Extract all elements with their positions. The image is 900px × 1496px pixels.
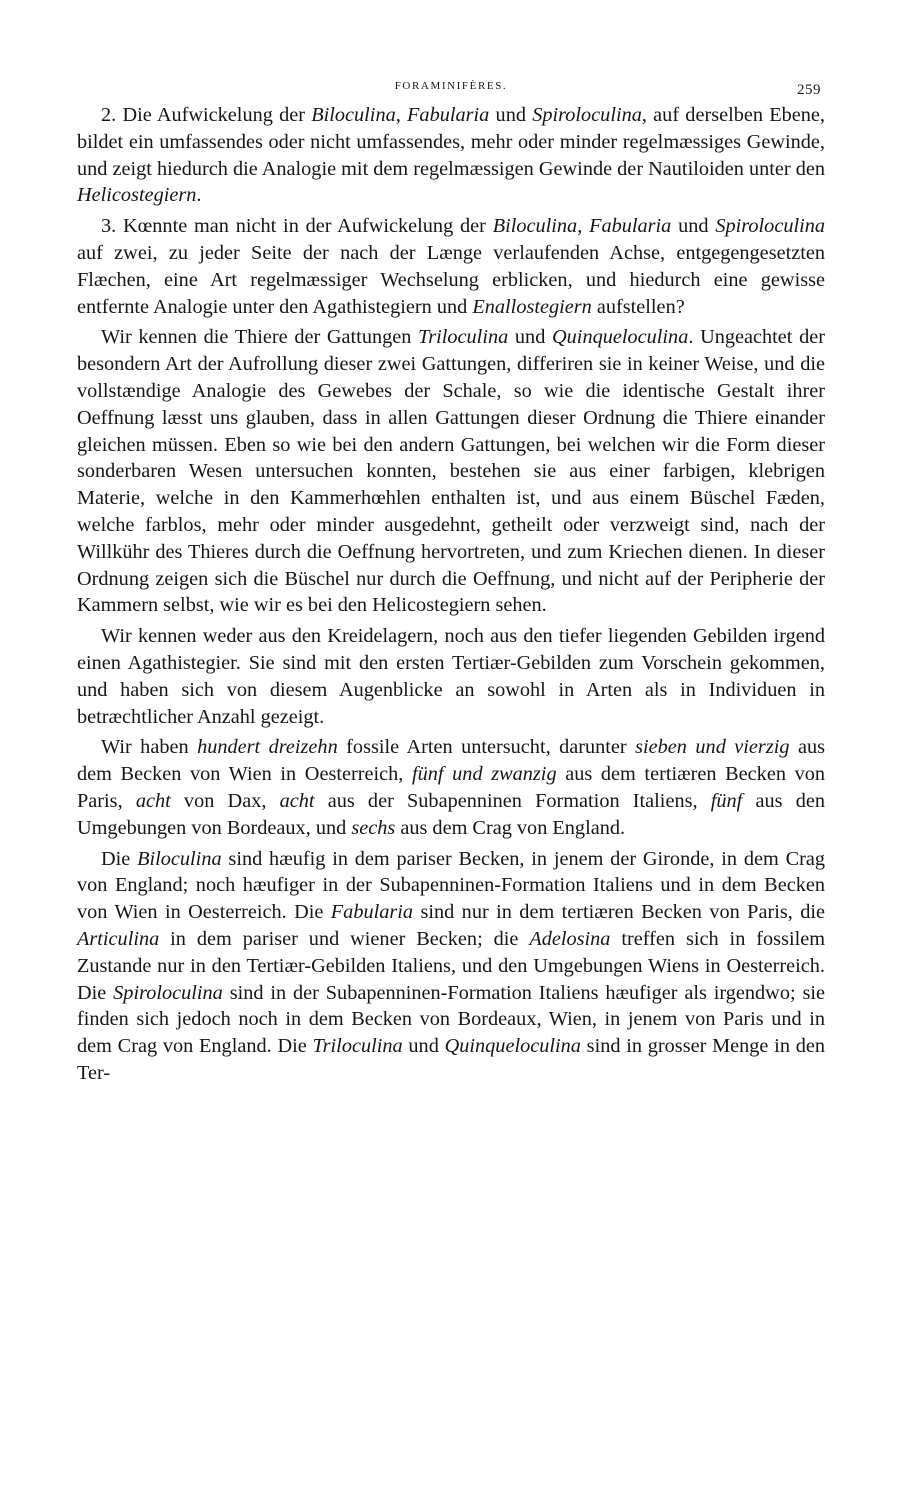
paragraph xyxy=(77,734,825,841)
paragraph xyxy=(77,846,825,1087)
italic-term: Biloculina xyxy=(137,847,222,870)
italic-term: Fabularia xyxy=(589,215,672,238)
italic-term: acht xyxy=(135,789,171,812)
text-run: sind in grosser Menge in den Ter- xyxy=(77,1035,825,1084)
text-run: aufstellen? xyxy=(591,295,685,318)
text-run: in dem pariser und wiener Becken; die xyxy=(159,927,530,950)
text-run: und xyxy=(402,1035,445,1058)
italic-term: Quinqueloculina xyxy=(444,1035,581,1058)
text-run: Wir haben xyxy=(101,736,198,759)
text-run: , xyxy=(395,104,408,126)
page-number: 259 xyxy=(797,82,821,98)
italic-term: hundert dreizehn xyxy=(197,736,338,759)
italic-term: Spiroloculina xyxy=(532,104,642,126)
paragraph xyxy=(77,324,825,619)
text-run: und xyxy=(671,215,716,238)
text-run: von Dax, xyxy=(170,789,280,812)
text-run: , xyxy=(577,215,590,238)
italic-term: sieben und vierzig xyxy=(635,736,790,759)
text-run: Wir kennen weder aus den Kreidelagern, noch aus den tiefer liegenden Gebilden irgend einen Agathistegier. Sie sind mit den ersten Tertiær-Gebilden zum Vorschein gekommen, und haben sich von diesem Augenblicke an sowohl in Arten als in Individuen in betræchtlicher Anzahl gezeigt. xyxy=(77,625,825,728)
text-run: . Ungeachtet der besondern Art der Aufrollung dieser zwei Gattungen, differiren sie in keiner Weise, und die vollstændige Analogie des Gewebes der Schale, so wie die identische Gestalt ihrer Oeffnung læsst uns glauben, dass in allen Gattungen dieser Ordnung die Thiere einander gleichen müssen. Eben so wie bei den andern Gattungen, bei welchen wir die Form dieser sonderbaren Wesen untersuchen konnten, bestehen sie aus einer farbigen, klebrigen Materie, welche in den Kammerhœhlen enthalten ist, und aus einem Büschel Fæden, welche farblos, mehr oder minder ausgedehnt, getheilt oder verzweigt sind, nach der Willkühr des Thieres durch die Oeffnung hervortreten, und zum Kriechen dienen. In dieser Ordnung zeigen sich die Büschel nur durch die Oeffnung, und nicht auf der Peripherie der Kammern selbst, wie wir es bei den Helicostegiern sehen. xyxy=(77,326,826,617)
section-title: FORAMINIFÈRES. xyxy=(394,80,508,92)
italic-term: Adelosina xyxy=(529,927,611,950)
text-run: und xyxy=(489,104,533,126)
italic-term: Biloculina xyxy=(492,215,578,238)
italic-term: Spiroloculina xyxy=(715,215,826,238)
italic-term: fünf xyxy=(710,789,743,812)
text-run: fossile Arten untersucht, darunter xyxy=(337,736,636,759)
text-run: sind in der Subapenninen-Formation Italiens hæufiger als irgendwo; sie finden sich jedoch noch in dem Becken von Bordeaux, Wien, in jenem von Paris und in dem Crag von England. Die xyxy=(77,981,825,1058)
text-run: , auf derselben Ebene, bildet ein umfassendes oder nicht umfassendes, mehr oder minder regelmæssiges Gewinde, und zeigt hiedurch die Analogie mit dem regelmæssigen Gewinde der Nautiloiden unter den xyxy=(77,104,825,180)
paragraph xyxy=(77,102,825,209)
running-head xyxy=(77,76,825,102)
italic-term: acht xyxy=(279,789,315,812)
paragraph xyxy=(77,623,825,730)
text-run: aus dem Becken von Wien in Oesterreich, xyxy=(77,736,825,786)
italic-term: Spiroloculina xyxy=(113,981,223,1004)
text-run: aus dem Crag von England. xyxy=(395,816,626,839)
italic-term: fünf und zwanzig xyxy=(411,763,557,786)
text-run: und xyxy=(508,326,553,349)
text-run: treffen sich in fossilem Zustande nur in den Tertiær-Gebilden Italiens, und den Umgebungen Wiens in Oesterreich. Die xyxy=(77,927,825,1004)
italic-term: sechs xyxy=(351,816,396,839)
text-run: auf zwei, zu jeder Seite der nach der Længe verlaufenden Achse, entgegengesetzten Flæchen, eine Art regelmæssiger Wechselung erblicken, und hiedurch eine gewisse entfernte Analogie unter den Agathistegiern und xyxy=(77,241,825,318)
italic-term: Quinqueloculina xyxy=(552,326,689,349)
text-run: aus dem tertiæren Becken von Paris, xyxy=(77,763,826,812)
italic-term: Triloculina xyxy=(418,326,509,349)
text-run: sind hæufig in dem pariser Becken, in jenem der Gironde, in dem Crag von England; noch hæufiger in der Subapenninen-Formation Italiens und in dem Becken von Wien in Oesterreich. Die xyxy=(77,847,825,924)
italic-term: Triloculina xyxy=(312,1035,403,1058)
text-run: . xyxy=(196,184,202,207)
text-run: 2. Die Aufwickelung der xyxy=(101,104,312,126)
text-run: aus der Subapenninen Formation Italiens, xyxy=(314,789,711,812)
text-run: aus den Umgebungen von Bordeaux, und xyxy=(77,789,826,839)
body-text xyxy=(77,102,825,1087)
italic-term: Fabularia xyxy=(407,104,490,126)
text-run: sind nur in dem tertiæren Becken von Paris, die xyxy=(413,901,825,924)
book-page xyxy=(77,76,825,1087)
italic-term: Helicostegiern xyxy=(77,184,197,207)
text-run: 3. Kœnnte man nicht in der Aufwickelung der xyxy=(101,215,493,238)
italic-term: Enallostegiern xyxy=(472,295,592,318)
paragraph xyxy=(77,213,825,320)
text-run: Wir kennen die Thiere der Gattungen xyxy=(101,326,419,349)
italic-term: Biloculina xyxy=(311,104,396,126)
italic-term: Articulina xyxy=(77,927,160,950)
italic-term: Fabularia xyxy=(330,901,414,924)
text-run: Die xyxy=(101,847,138,870)
